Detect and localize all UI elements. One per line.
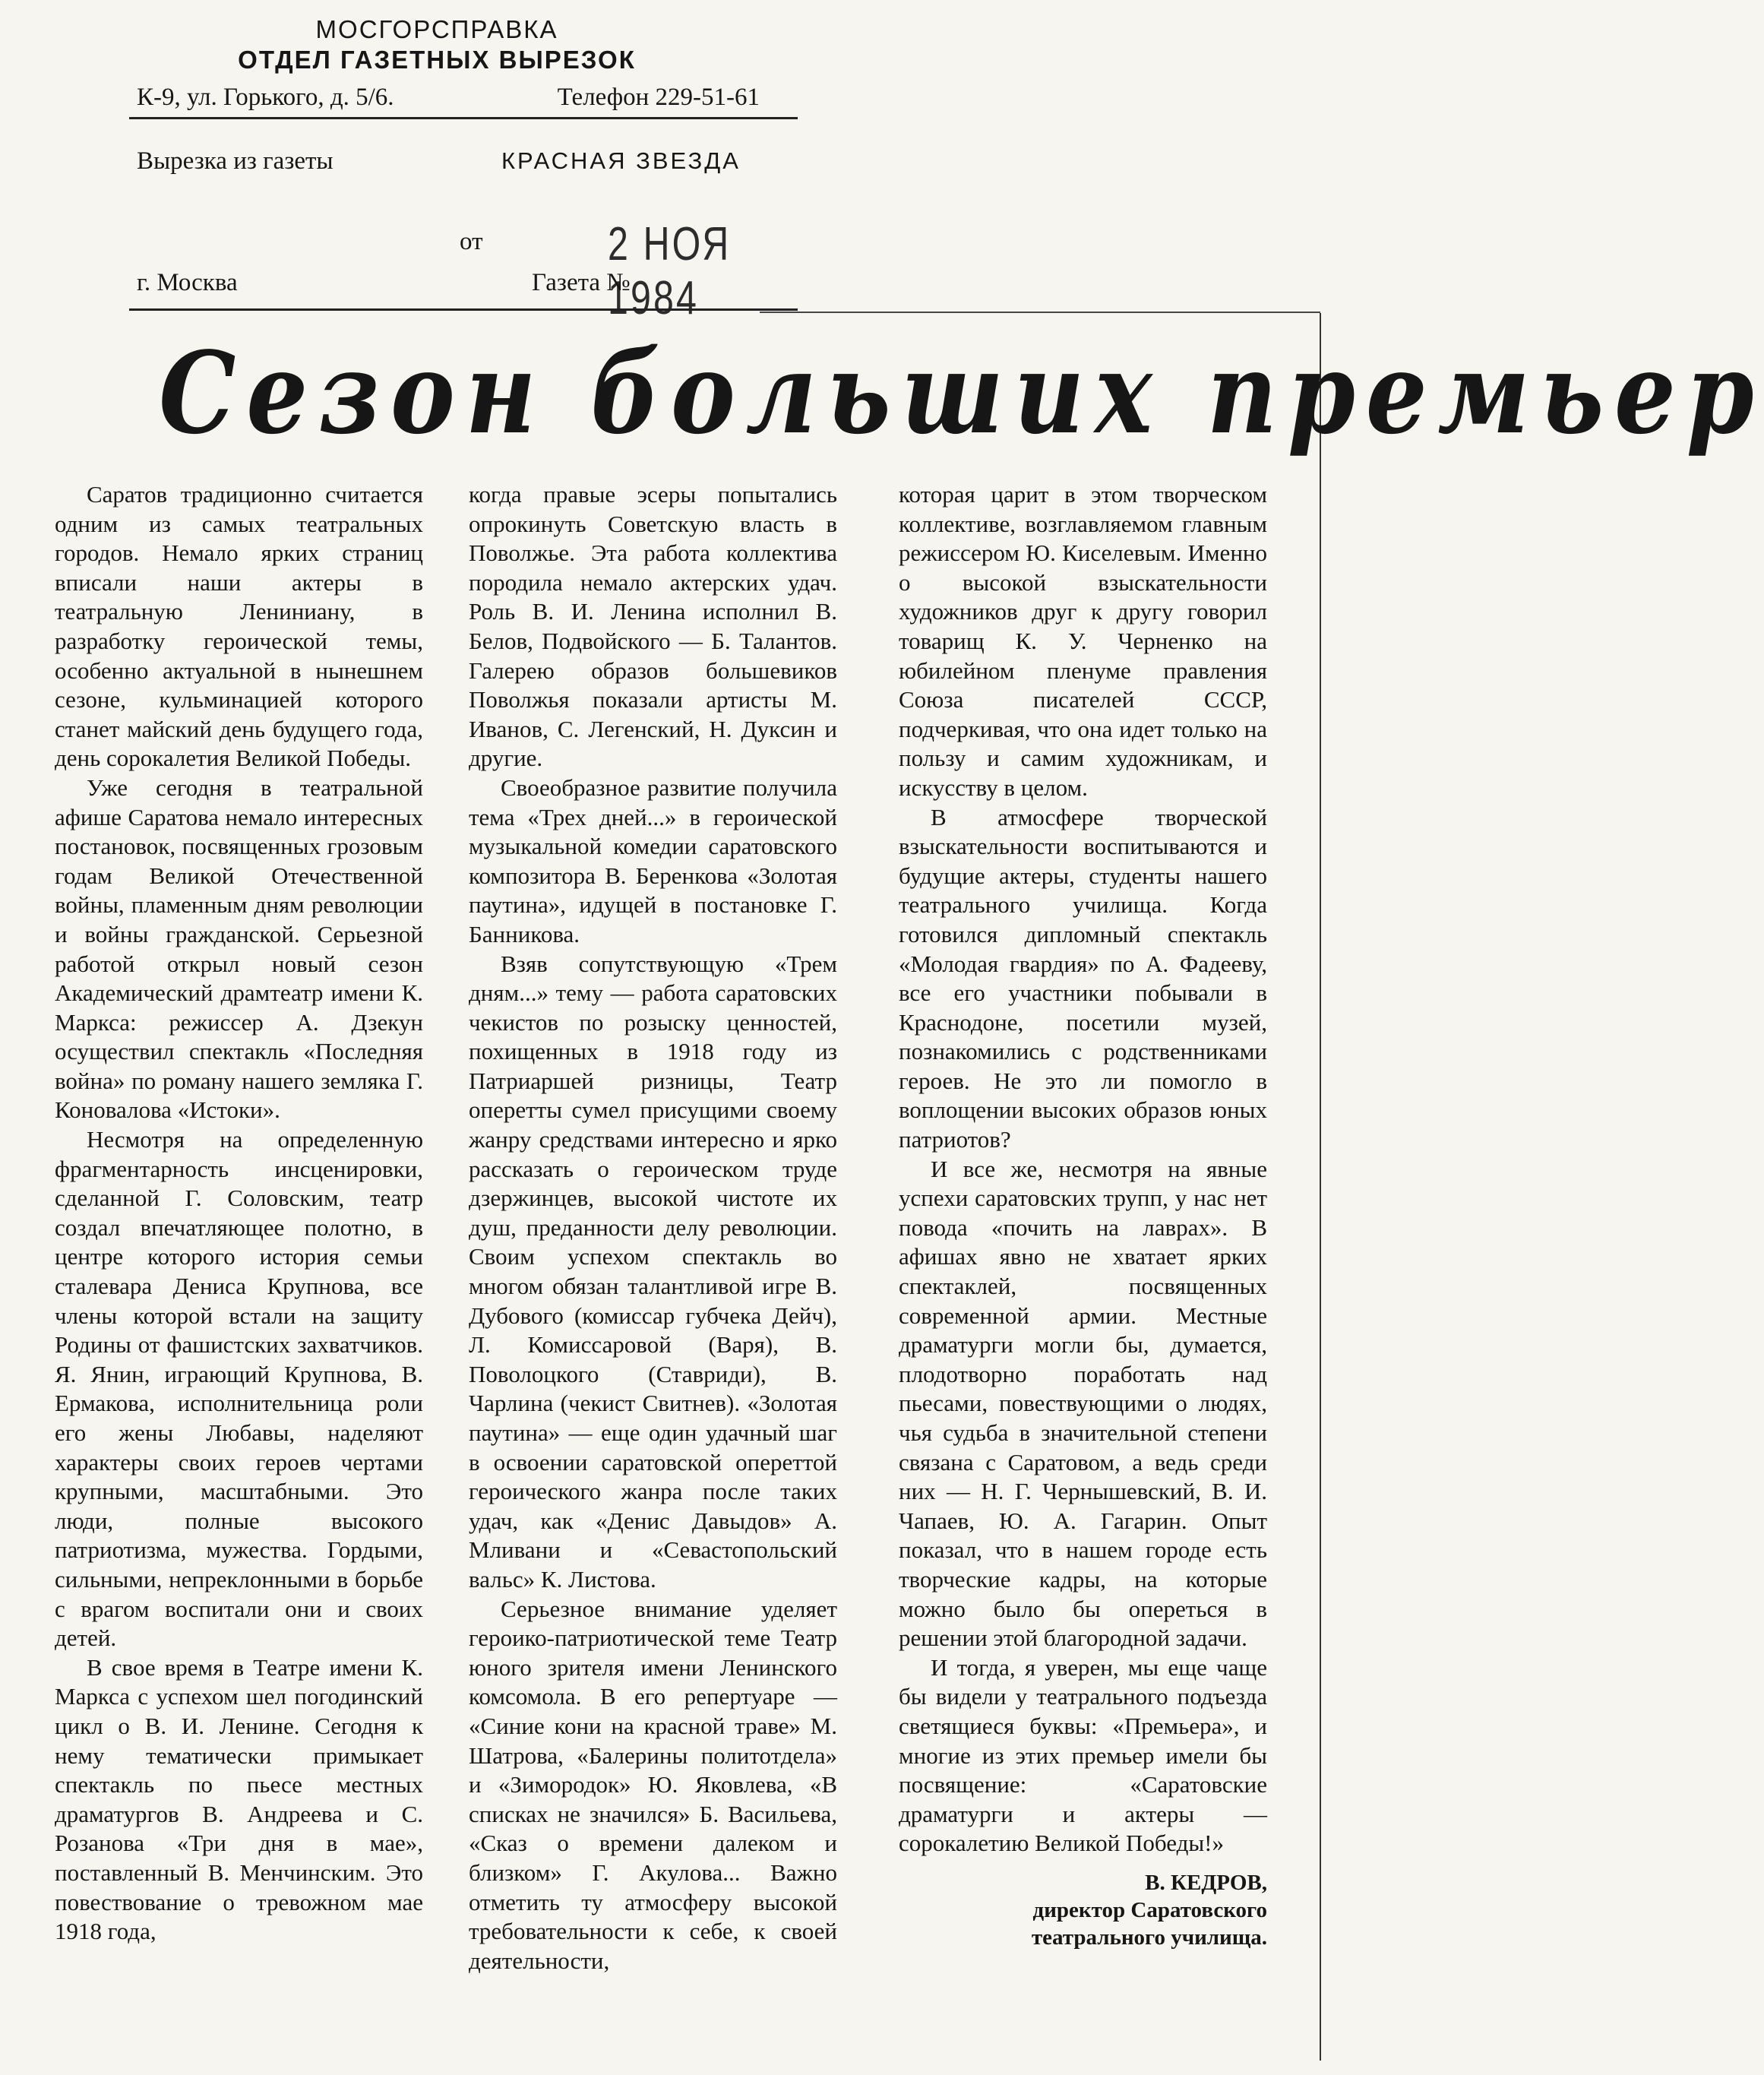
- paragraph: И тогда, я уверен, мы еще чаще бы видели у театрального подъезда светящиеся буквы: «Премьера», и многие из этих премьер имели бы посвящение: «Саратовские драматурги и актеры — сорокалетию Великой Победы!»: [899, 1653, 1267, 1857]
- paragraph: когда правые эсеры попытались опрокинуть Советскую власть в Поволжье. Эта работа коллектива породила немало актерских удач. Роль В. И. Ленина исполнил В. Белов, Подвойского — Б. Талантов. Галерею образов большевиков Поволжья показали артисты М. Иванов, С. Легенский, Н. Дуксин и другие.: [469, 481, 837, 772]
- stamp-org-line1: МОСГОРСПРАВКА: [315, 15, 558, 43]
- paragraph: которая царит в этом творческом коллективе, возглавляемом главным режиссером Ю. Киселевым. Именно о высокой взыскательности художников друг к другу говорил товарищ К. У. Черненко на юбилейном пленуме правления Союза писателей СССР, подчеркивая, что она идет только на пользу и самим художникам, и искусству в целом.: [899, 481, 1267, 801]
- stamp-date-value: 2 НОЯ 1984: [608, 218, 732, 324]
- author-name: В. КЕДРОВ,: [1145, 1870, 1267, 1895]
- stamp-address: К-9, ул. Горького, д. 5/6.: [137, 84, 394, 111]
- paragraph: Уже сегодня в театральной афише Саратова немало интересных постановок, посвященных грозовым годам Великой Отечественной войны, пламенным дням революции и войны гражданской. Серьезной работой открыл новый сезон Академический драмтеатр имени К. Маркса: режиссер А. Дзекун осуществил спектакль «Последняя война» по роману нашего земляка Г. Коновалова «Истоки».: [55, 773, 423, 1124]
- clipping-service-stamp: [114, 11, 790, 324]
- clipping-frame-right: [1320, 313, 1321, 2061]
- stamp-rule-bottom: [129, 308, 798, 311]
- paragraph: Взяв сопутствующую «Трем дням...» тему — работа саратовских чекистов по розыску ценностей, похищенных в 1918 году из Патриаршей ризницы, Театр оперетты сумел присущими своему жанру средствами интересно и ярко рассказать о героическом труде дзержинцев, высокой чистоте их душ, преданности делу революции. Своим успехом спектакль во многом обязан талантливой игре В. Дубового (комиссар губчека Дейч), Л. Комиссаровой (Варя), В. Поволоцкого (Ставриди), В. Чарлина (чекист Свитнев). «Золотая паутина» — еще один удачный шаг в освоении саратовской опереттой героического жанра после таких удач, как «Денис Давыдов» А. Мливани и «Севастопольский вальс» К. Листова.: [469, 950, 837, 1593]
- paragraph: Несмотря на определенную фрагментарность инсценировки, сделанной Г. Соловским, театр создал впечатляющее полотно, в центре которого история семьи сталевара Дениса Крупнова, все члены которой встали на защиту Родины от фашистских захватчиков. Я. Янин, играющий Крупнова, В. Ермакова, исполнительница роли его жены Любавы, наделяют характеры своих героев чертами крупными, масштабными. Это люди, полные высокого патриотизма, мужества. Гордыми, сильными, непреклонными в борьбе с врагом воспитали они и своих детей.: [55, 1126, 423, 1652]
- paragraph: Серьезное внимание уделяет героико-патриотической теме Театр юного зрителя имени Ленинского комсомола. В его репертуаре — «Синие кони на красной траве» М. Шатрова, «Балерины политотдела» и «Зимородок» Ю. Яковлева, «В списках не значился» Б. Васильева, «Сказ о времени далеком и близком» Г. Акулова... Важно отметить ту атмосферу высокой требовательности к себе, к своей деятельности,: [469, 1595, 837, 1974]
- article-column-2: [469, 480, 837, 1975]
- stamp-newspaper-name: КРАСНАЯ ЗВЕЗДА: [501, 147, 741, 174]
- paragraph: Саратов традиционно считается одним из самых театральных городов. Немало ярких страниц вписали наши актеры в театральную Лениниану, в разработку героической темы, особенно актуальной в нынешнем сезоне, кульминацией которого станет майский день будущего года, день сорокалетия Великой Победы.: [55, 481, 423, 772]
- article-headline: Сезон больших премьер: [159, 327, 1764, 459]
- stamp-city: г. Москва: [137, 269, 238, 296]
- clipping-frame-top: [760, 312, 1320, 313]
- stamp-issue-label: Газета №: [532, 269, 631, 296]
- stamp-rule-top: [129, 117, 798, 119]
- stamp-org-line2: ОТДЕЛ ГАЗЕТНЫХ ВЫРЕЗОК: [238, 46, 636, 74]
- paragraph: Своеобразное развитие получила тема «Трех дней...» в героической музыкальной комедии саратовского композитора В. Беренкова «Золотая паутина», идущей в постановке Г. Банникова.: [469, 773, 837, 947]
- author-title: директор Саратовского театрального училища.: [1031, 1897, 1267, 1950]
- stamp-clipping-label: Вырезка из газеты: [137, 147, 334, 175]
- stamp-phone: Телефон 229-51-61: [557, 84, 760, 111]
- paragraph: И все же, несмотря на явные успехи саратовских трупп, у нас нет повода «почить на лаврах». В афишах явно не хватает ярких спектаклей, посвященных современной армии. Местные драматурги могли бы, думается, плодотворно поработать над пьесами, повествующими о людях, чья судьба в значительной степени связана с Саратовом, а ведь среди них — Н. Г. Чернышевский, В. И. Чапаев, Ю. А. Гагарин. Опыт показал, что в нашем городе есть творческие кадры, на которые можно было бы опереться в решении этой благородной задачи.: [899, 1155, 1267, 1652]
- paragraph: В атмосфере творческой взыскательности воспитываются и будущие актеры, студенты нашего театрального училища. Когда готовился дипломный спектакль «Молодая гвардия» по А. Фадееву, все его участники побывали в Краснодоне, посетили музей, познакомились с родственниками героев. Не это ли помогло в воплощении высоких образов юных патриотов?: [899, 803, 1267, 1153]
- author-signature: [899, 1869, 1267, 1951]
- stamp-date-label: от: [460, 228, 483, 255]
- stamp-address-line: [137, 84, 760, 112]
- article-column-1: [55, 480, 423, 1947]
- paragraph: В свое время в Театре имени К. Маркса с успехом шел погодинский цикл о В. И. Ленине. Сегодня к нему тематически примыкает спектакль по пьесе местных драматургов В. Андреева и С. Розанова «Три дня в мае», поставленный В. Менчинским. Это повествование о тревожном мае 1918 года,: [55, 1653, 423, 1945]
- article-column-3: [899, 480, 1267, 1951]
